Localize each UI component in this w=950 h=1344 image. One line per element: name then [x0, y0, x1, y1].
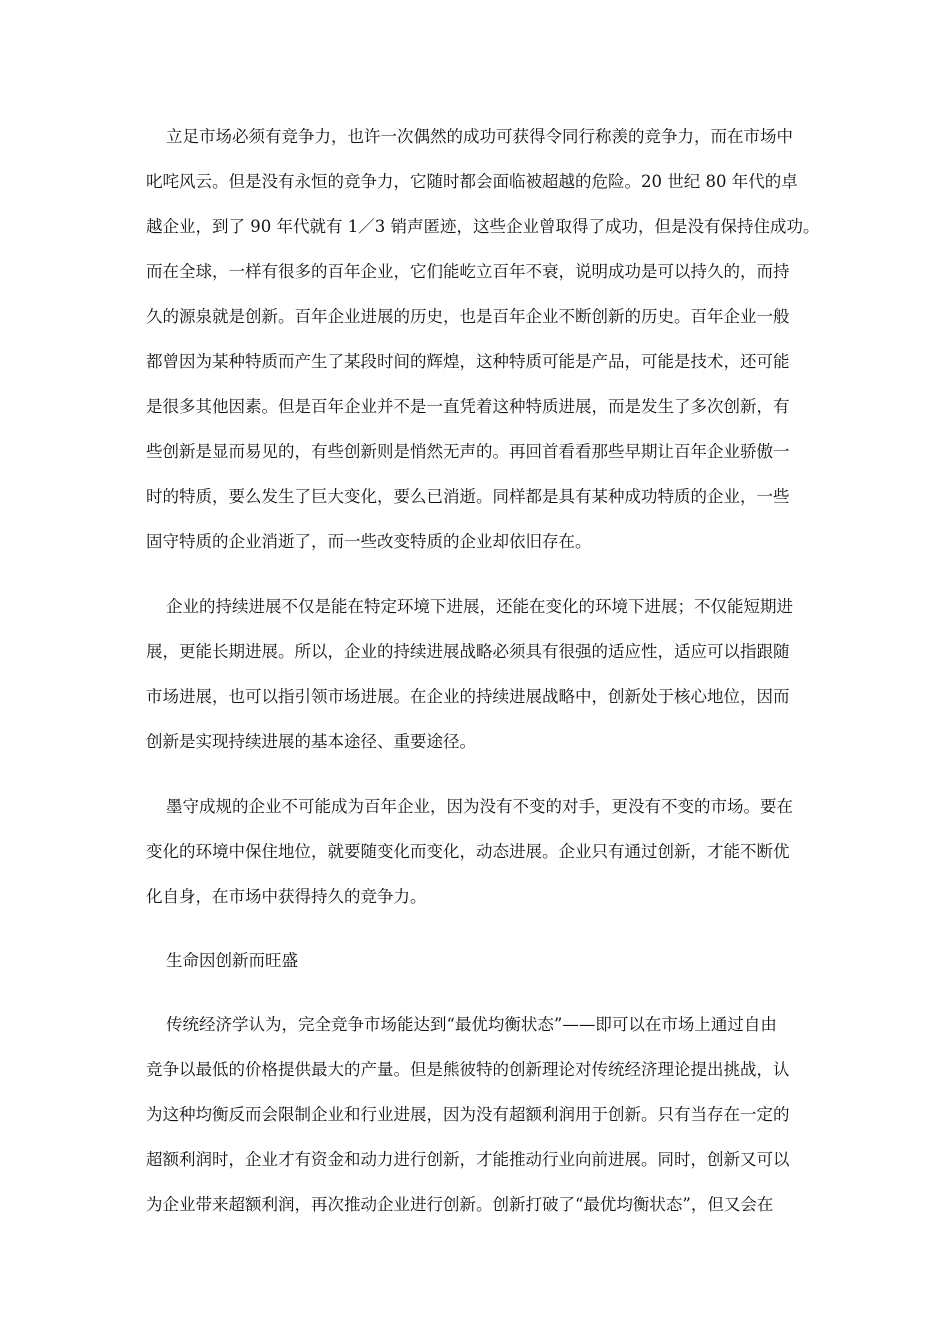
text-line: 时的特质，要么发生了巨大变化，要么已消逝。同样都是具有某种成功特质的企业，一些: [146, 487, 790, 506]
text-line: 而在全球，一样有很多的百年企业，它们能屹立百年不衰，说明成功是可以持久的，而持: [146, 262, 790, 281]
text-line: 叱咤风云。但是没有永恒的竞争力，它随时都会面临被超越的危险。20 世纪 80 年代的卓: [146, 172, 798, 191]
text-line: 是很多其他因素。但是百年企业并不是一直凭着这种特质进展，而是发生了多次创新，有: [146, 397, 790, 416]
text-line: 立足市场必须有竞争力，也许一次偶然的成功可获得令同行称羡的竞争力，而在市场中: [166, 127, 793, 146]
text-line: 都曾因为某种特质而产生了某段时间的辉煌，这种特质可能是产品，可能是技术，还可能: [146, 352, 790, 371]
section-heading: 生命因创新而旺盛: [166, 951, 298, 970]
text-line: 创新是实现持续进展的基本途径、重要途径。: [146, 732, 476, 751]
text-line: 化自身，在市场中获得持久的竞争力。: [146, 887, 427, 906]
text-line: 市场进展，也可以指引领市场进展。在企业的持续进展战略中，创新处于核心地位，因而: [146, 687, 790, 706]
text-line: 为这种均衡反而会限制企业和行业进展，因为没有超额利润用于创新。只有当存在一定的: [146, 1105, 790, 1124]
text-line: 些创新是显而易见的，有些创新则是悄然无声的。再回首看看那些早期让百年企业骄傲一: [146, 442, 790, 461]
text-line: 超额利润时，企业才有资金和动力进行创新，才能推动行业向前进展。同时，创新又可以: [146, 1150, 790, 1169]
text-line: 越企业，到了 90 年代就有 1／3 销声匿迹，这些企业曾取得了成功，但是没有保持住成功。: [146, 217, 820, 236]
text-line: 墨守成规的企业不可能成为百年企业，因为没有不变的对手，更没有不变的市场。要在: [166, 797, 793, 816]
text-line: 固守特质的企业消逝了，而一些改变特质的企业却依旧存在。: [146, 532, 592, 551]
text-line: 久的源泉就是创新。百年企业进展的历史，也是百年企业不断创新的历史。百年企业一般: [146, 307, 790, 326]
text-line: 竞争以最低的价格提供最大的产量。但是熊彼特的创新理论对传统经济理论提出挑战，认: [146, 1060, 790, 1079]
text-line: 为企业带来超额利润，再次推动企业进行创新。创新打破了“最优均衡状态”，但又会在: [146, 1195, 774, 1214]
text-line: 变化的环境中保住地位，就要随变化而变化，动态进展。企业只有通过创新，才能不断优: [146, 842, 790, 861]
text-line: 展，更能长期进展。所以，企业的持续进展战略必须具有很强的适应性，适应可以指跟随: [146, 642, 790, 661]
text-line: 传统经济学认为，完全竞争市场能达到“最优均衡状态”——即可以在市场上通过自由: [166, 1015, 777, 1034]
text-line: 企业的持续进展不仅是能在特定环境下进展，还能在变化的环境下进展；不仅能短期进: [166, 597, 793, 616]
